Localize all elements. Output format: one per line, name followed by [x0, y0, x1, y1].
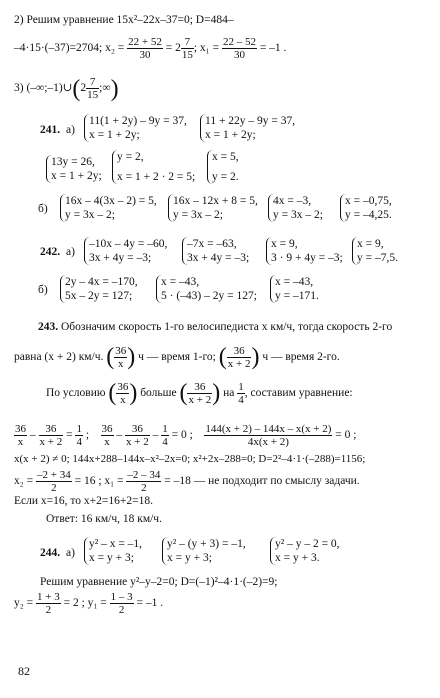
equation: –7x = –63,: [187, 238, 237, 250]
fraction: [204, 423, 332, 448]
paren: ): [129, 380, 138, 407]
text-segment: –: [116, 429, 123, 441]
paren: (: [106, 344, 115, 371]
text-line: [14, 76, 119, 101]
text-line: 2) Решим уравнение 15x²–22x–37=0; D=484–: [14, 14, 234, 26]
denominator: 4: [162, 435, 168, 448]
denominator: 15: [181, 49, 193, 61]
paren: (: [108, 380, 117, 407]
equation: –10x – 4y = –60,: [89, 238, 168, 250]
problem-number: 242.: [40, 246, 61, 258]
fraction: [75, 423, 83, 448]
text-segment: –: [29, 429, 36, 441]
equation-system: [60, 194, 157, 222]
text-segment: =: [63, 429, 76, 441]
numerator: 22 – 52: [222, 36, 256, 48]
text-line: [14, 36, 286, 61]
equation-system: [352, 237, 398, 265]
fraction: [114, 345, 127, 370]
equation: 16x – 4(3x – 2) = 5,: [65, 195, 157, 207]
denominator: 15: [87, 89, 99, 101]
equation-system: [112, 150, 195, 184]
denominator: 2: [45, 603, 52, 616]
answer-line: Ответ: 16 км/ч, 18 км/ч.: [46, 513, 162, 525]
equation: x = y + 3;: [167, 552, 212, 564]
paren: ): [127, 344, 136, 371]
equation-system: [266, 237, 343, 265]
text-segment: = 2: [162, 42, 181, 55]
denominator: x + 2: [188, 393, 212, 406]
denominator: 30: [233, 49, 245, 61]
part-label: б): [38, 284, 48, 296]
text-line: [14, 340, 340, 374]
equation-system: [168, 194, 258, 222]
text-segment: ;: [82, 429, 90, 441]
denominator: x + 2: [227, 357, 251, 370]
numerator: 36: [101, 422, 113, 435]
numerator: 1 – 3: [110, 590, 133, 603]
numerator: 36: [227, 345, 252, 358]
numerator: 36: [39, 423, 64, 436]
paren: (: [218, 344, 227, 371]
equation: y = 2.: [212, 171, 239, 183]
text-segment: –: [149, 429, 162, 441]
equation: 4x = –3,: [273, 195, 312, 207]
fraction: [187, 381, 212, 406]
fraction: [36, 591, 61, 616]
denominator: 4: [76, 435, 82, 448]
text-line: [46, 376, 353, 410]
text-segment: больше: [137, 387, 180, 399]
text-line: Решим уравнение y²–y–2=0; D=(–1)²–4·1·(–2)=9;: [40, 576, 278, 588]
numerator: –2 – 34: [127, 468, 161, 481]
part-label: а): [66, 547, 75, 559]
text-segment: = –1 .: [133, 597, 164, 609]
text-segment: Обозначим скорость 1-го велосипедиста x км/ч, тогда скорость 2-го: [58, 321, 393, 333]
text-line: [38, 320, 392, 334]
equation: x = 5,: [212, 151, 239, 163]
equation: 5x – 2y = 127;: [65, 290, 133, 302]
denominator: 4: [238, 393, 244, 406]
fraction: [101, 423, 114, 448]
equation-system: [182, 237, 249, 265]
fraction: [227, 345, 252, 370]
part-label: а): [66, 124, 75, 136]
numerator: 36: [15, 422, 26, 435]
denominator: 30: [139, 49, 151, 61]
denominator: 4x(x + 2): [247, 435, 289, 448]
text-segment: = 0 ;: [332, 429, 357, 441]
equation: x = 9,: [357, 238, 384, 250]
equation-system: [268, 194, 323, 222]
equation: x = –0,75,: [345, 195, 392, 207]
paren: ): [251, 344, 260, 371]
paren: ): [212, 380, 221, 407]
equation: 11 + 22y – 9y = 37,: [205, 115, 296, 127]
equation: x = y + 3.: [275, 552, 320, 564]
denominator: x: [118, 357, 124, 370]
text-segment: =: [114, 42, 128, 55]
denominator: 2: [141, 481, 147, 494]
equation-system: [270, 537, 340, 565]
equation: y = 3x – 2;: [65, 209, 115, 221]
text-segment: 2: [80, 82, 87, 95]
equation: y = 3x – 2;: [173, 209, 223, 221]
text-segment: = 2 ; y₁ =: [60, 597, 110, 609]
fraction: [110, 591, 134, 616]
equation: y = 3x – 2;: [273, 209, 323, 221]
numerator: 1: [162, 422, 168, 435]
text-segment: ;∞: [99, 82, 111, 95]
text-line: x(x + 2) ≠ 0; 144x+288–144x–x²–2x=0; x²+2x–288=0; D=2²–4·1·(–288)=1156;: [14, 453, 366, 465]
denominator: 2: [118, 603, 125, 616]
text-segment: ч — время 1-го;: [135, 351, 216, 363]
text-line: [14, 588, 163, 618]
denominator: x + 2: [39, 435, 63, 448]
equation-system: [60, 275, 138, 303]
numerator: 144(x + 2) – 144x – x(x + 2): [205, 422, 332, 435]
fraction: [39, 423, 64, 448]
equation: 5 · (–43) – 2y = 127;: [161, 290, 257, 302]
part-label: б): [38, 203, 48, 215]
fraction: [86, 76, 99, 101]
equation: x = 9,: [271, 238, 298, 250]
text-segment: равна (x + 2) км/ч.: [14, 351, 104, 363]
equation: x = 1 + 2 · 2 = 5;: [117, 171, 196, 183]
fraction: [116, 381, 129, 406]
equation: x = y + 3;: [89, 552, 134, 564]
denominator: 2: [51, 481, 57, 494]
denominator: x: [120, 393, 126, 406]
equation-system: [46, 155, 102, 183]
text-segment: = –1 .: [256, 42, 287, 55]
fraction: [161, 423, 169, 448]
equation: y = –4,25.: [345, 209, 392, 221]
text-line: Если x=16, то x+2=16+2=18.: [14, 495, 153, 507]
denominator: x + 2: [126, 435, 149, 448]
equation-system: [207, 150, 239, 184]
fraction: [181, 36, 194, 61]
equation: y = –171.: [275, 290, 319, 302]
numerator: 1: [238, 380, 244, 393]
equation: x = 1 + 2y;: [51, 170, 102, 182]
numerator: 22 + 52: [128, 36, 162, 48]
text-segment: ч — время 2-го.: [259, 351, 340, 363]
numerator: 36: [117, 380, 129, 393]
numerator: –2 + 34: [37, 468, 71, 481]
equation-system: [340, 194, 392, 222]
denominator: x: [17, 435, 24, 448]
equation-system: [84, 114, 187, 142]
equation: y = 2,: [117, 151, 144, 163]
numerator: 1 + 3: [37, 590, 60, 603]
equation: 16x – 12x + 8 = 5,: [173, 195, 258, 207]
numerator: 7: [86, 76, 99, 89]
text-segment: ; x₁ =: [193, 42, 222, 55]
fraction: [237, 381, 245, 406]
equation: x = 1 + 2y;: [89, 129, 140, 141]
text-segment: , составим уравнение:: [244, 387, 353, 399]
numerator: 7: [181, 36, 194, 49]
equation-system: [84, 237, 167, 265]
numerator: 36: [125, 423, 150, 436]
equation: x = –43,: [275, 276, 314, 288]
text-segment: –4·15·(–37)=2704; x: [14, 42, 111, 55]
equation: x = –43,: [161, 276, 200, 288]
text-line: [14, 420, 356, 450]
fraction: [127, 36, 163, 61]
text-segment: = 16 ; x₁ =: [71, 475, 127, 487]
paren: (: [179, 380, 188, 407]
equation: y² – (y + 3) = –1,: [167, 538, 246, 550]
text-segment: ₂: [110, 42, 115, 55]
fraction: [222, 36, 257, 61]
text-segment: y₂ =: [14, 597, 36, 609]
fraction: [125, 423, 150, 448]
part-label: а): [66, 246, 75, 258]
paren: ): [110, 75, 119, 102]
fraction: [14, 423, 27, 448]
text-segment: По условию: [46, 387, 106, 399]
equation: y² – x = –1,: [89, 538, 143, 550]
equation: y² – y – 2 = 0,: [275, 538, 340, 550]
numerator: 1: [76, 422, 82, 435]
problem-number: 243.: [38, 321, 59, 333]
equation: 11(1 + 2y) – 9y = 37,: [89, 115, 187, 127]
fraction: [36, 469, 72, 494]
denominator: x: [104, 435, 110, 448]
paren: (: [72, 75, 81, 102]
text-line: [14, 466, 360, 496]
equation: y = –7,5.: [357, 252, 398, 264]
problem-number: 241.: [40, 124, 61, 136]
numerator: 36: [115, 344, 127, 357]
equation-system: [84, 537, 142, 565]
text-segment: x₂ =: [14, 475, 36, 487]
text-segment: = 0 ;: [168, 429, 193, 441]
equation: 13y = 26,: [51, 156, 95, 168]
text-segment: 3) (–∞;–1)∪: [14, 82, 73, 95]
equation: 2y – 4x = –170,: [65, 276, 138, 288]
equation-system: [200, 114, 295, 142]
equation: 3 · 9 + 4y = –3;: [271, 252, 343, 264]
text-segment: = –18 — не подходит по смыслу задачи.: [161, 475, 360, 487]
equation: x = 1 + 2y;: [205, 129, 256, 141]
equation-system: [270, 275, 319, 303]
equation: 3x + 4y = –3;: [187, 252, 250, 264]
numerator: 36: [187, 381, 212, 394]
page-number: 82: [18, 664, 30, 678]
fraction: [126, 469, 161, 494]
text-segment: на: [220, 387, 238, 399]
problem-number: 244.: [40, 547, 61, 559]
equation: 3x + 4y = –3;: [89, 252, 152, 264]
equation-system: [162, 537, 246, 565]
equation-system: [156, 275, 257, 303]
